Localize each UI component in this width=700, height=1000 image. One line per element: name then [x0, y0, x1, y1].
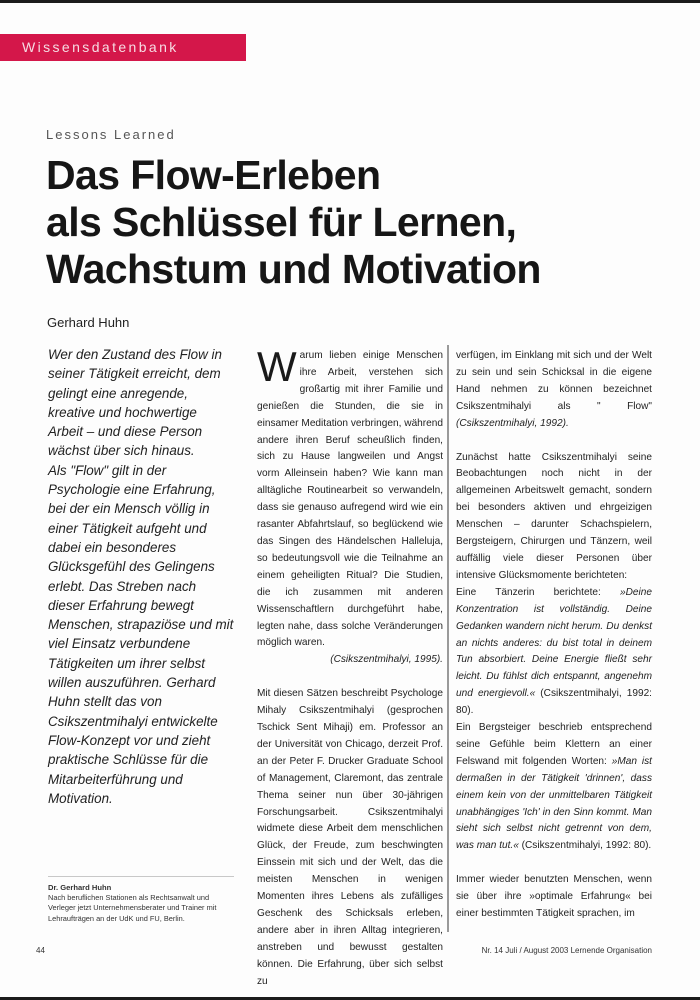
lead-p2: Als "Flow" gilt in der Psychologie eine Erfahrung, bei der ein Mensch völlig in einer Tätigkeit aufgeht und dabei ein besonderes Glücksgefühl des Gelingens erlebt. Das Streben nach dieser Erfahrung bewegt Menschen, strapaziöse und mit viel Einsatz verbundene Tätigkeiten um ihrer selbst willen auszuführen. Gerhard Huhn stellt das von Csikszentmihalyi entwickelte Flow-Konzept vor und zieht praktische Schlüsse für die Mitarbeiterführung und Motivation. [48, 462, 234, 806]
article-title [46, 152, 541, 293]
title-line-3: Wachstum und Motivation [46, 246, 541, 292]
kicker: Lessons Learned [46, 127, 176, 142]
issue-info: Nr. 14 Juli / August 2003 Lernende Organisation [481, 946, 652, 955]
quote-paragraph [456, 720, 652, 855]
page-number: 44 [36, 946, 45, 955]
title-line-2: als Schlüssel für Lernen, [46, 199, 517, 245]
top-border [0, 0, 700, 3]
quote-intro: Eine Tänzerin berichtete: [456, 586, 620, 598]
body-column-2 [257, 343, 443, 991]
body-paragraph [456, 348, 652, 433]
body-paragraph: Mit diesen Sätzen beschreibt Psychologe Mihaly Csikszentmihalyi (gesprochen Tschick Sent Mihaji) em. Professor an der Universität von Chicago, derzeit Prof. an der Peter F. Drucker Graduate School of Management, Claremont, das zentrale Thema seiner nun über 30-jährigen Forschungsarbeit. Csikszentmihalyi widmete diese Arbeit dem menschlichen Glück, der Freude, zum beschwingten Einssein mit sich und der Welt, das die meisten Menschen in wenigen Momenten ihres Lebens als zufälliges Geschenk des Schicksals erleben, andere aber in ihren Alltag integrieren, anstreben und bewusst gestalten können. Die Erfahrung, über sich selbst zu [257, 688, 443, 987]
title-line-1: Das Flow-Erleben [46, 152, 381, 198]
quote-paragraph [456, 585, 652, 720]
author-byline: Gerhard Huhn [47, 315, 130, 330]
drop-cap: W [257, 343, 297, 390]
bio-text: Nach beruflichen Stationen als Rechtsanwalt und Verleger jetzt Unternehmensberater und Trainer mit Lehraufträgen an der UdK und FU, Berlin. [48, 893, 217, 923]
bio-name: Dr. Gerhard Huhn [48, 883, 112, 892]
quote-text: »Deine Konzentration ist vollständig. Deine Gedanken wandern nicht herum. Du denkst an nichts anderes: du bist total in deinem Tun absorbiert. Deine Energie fließt sehr leicht. Du fühlst dich entspannt, angenehm und energievoll.« [456, 586, 652, 700]
body-paragraph: Immer wieder benutzten Menschen, wenn sie über ihre »optimale Erfahrung« bei einer bestimmten Tätigkeit sprachen, im [456, 874, 652, 920]
quote-intro: Ein Bergsteiger beschrieb entsprechend seine Gefühle beim Klettern an einer Felswand mit folgenden Worten: [456, 722, 652, 767]
column-divider [447, 345, 449, 932]
lead-p1: Wer den Zustand des Flow in seiner Tätigkeit erreicht, dem gelingt eine anregende, kreative und hochwertige Arbeit – und diese Person wächst über sich hinaus. [48, 347, 222, 459]
body-text: arum lieben einige Menschen ihre Arbeit, verstehen sich großartig mit ihrer Familie und genießen die Stunden, die sie in einsamer Meditation verbringen, während andere ihren Beruf scheußlich finden, sich zu Hause langweilen und Angst vorm Alleinsein haben? Wie kann man alltägliche Routinearbeit so verwandeln, dass sie genauso aufregend wird wie ein rasanter Abfahrtslauf, so beglückend wie das Singen des Händelschen Halleluja, so bedeutungsvoll wie die Teilnahme an einem geheiligten Ritual? Die Studien, die ich zusammen mit anderen Wissenschaftlern durchgeführt habe, legten nahe, dass solche Veränderungen möglich waren. [257, 350, 443, 649]
lead-paragraph [48, 345, 234, 808]
section-banner: Wissensdatenbank [0, 34, 246, 61]
citation: (Csikszentmihalyi, 1995). [330, 654, 443, 666]
bio-divider [48, 876, 234, 877]
citation: (Csikszentmihalyi, 1992: 80). [456, 688, 652, 717]
body-paragraph: Zunächst hatte Csikszentmihalyi seine Beobachtungen noch nicht in der allgemeinen Arbeitswelt gemacht, sondern bei besonders aktiven und ehrgeizigen Menschen – darunter Schachspielern, Bergsteigern, Chirurgen und Tänzern, weil auffällig viele dieser Personen über intensive Glücksmomente berichteten: [456, 451, 652, 581]
body-column-3 [456, 348, 652, 923]
quote-text: »Man ist dermaßen in der Tätigkeit 'drinnen', dass einem kein von der unmittelbaren Tätigkeit unabhängiges 'Ich' in den Sinn kommt. Man sieht sich selbst nicht getrennt von dem, was man tut.« [456, 755, 652, 852]
body-text: verfügen, im Einklang mit sich und der Welt zu sein und sein Schicksal in die eigene Hand nehmen zu können bezeichnet Csikszentmihalyi als " Flow" [456, 350, 652, 412]
citation: (Csikszentmihalyi, 1992: 80). [518, 840, 652, 852]
author-bio [48, 883, 236, 924]
citation: (Csikszentmihalyi, 1992). [456, 417, 569, 429]
body-paragraph [257, 343, 443, 652]
